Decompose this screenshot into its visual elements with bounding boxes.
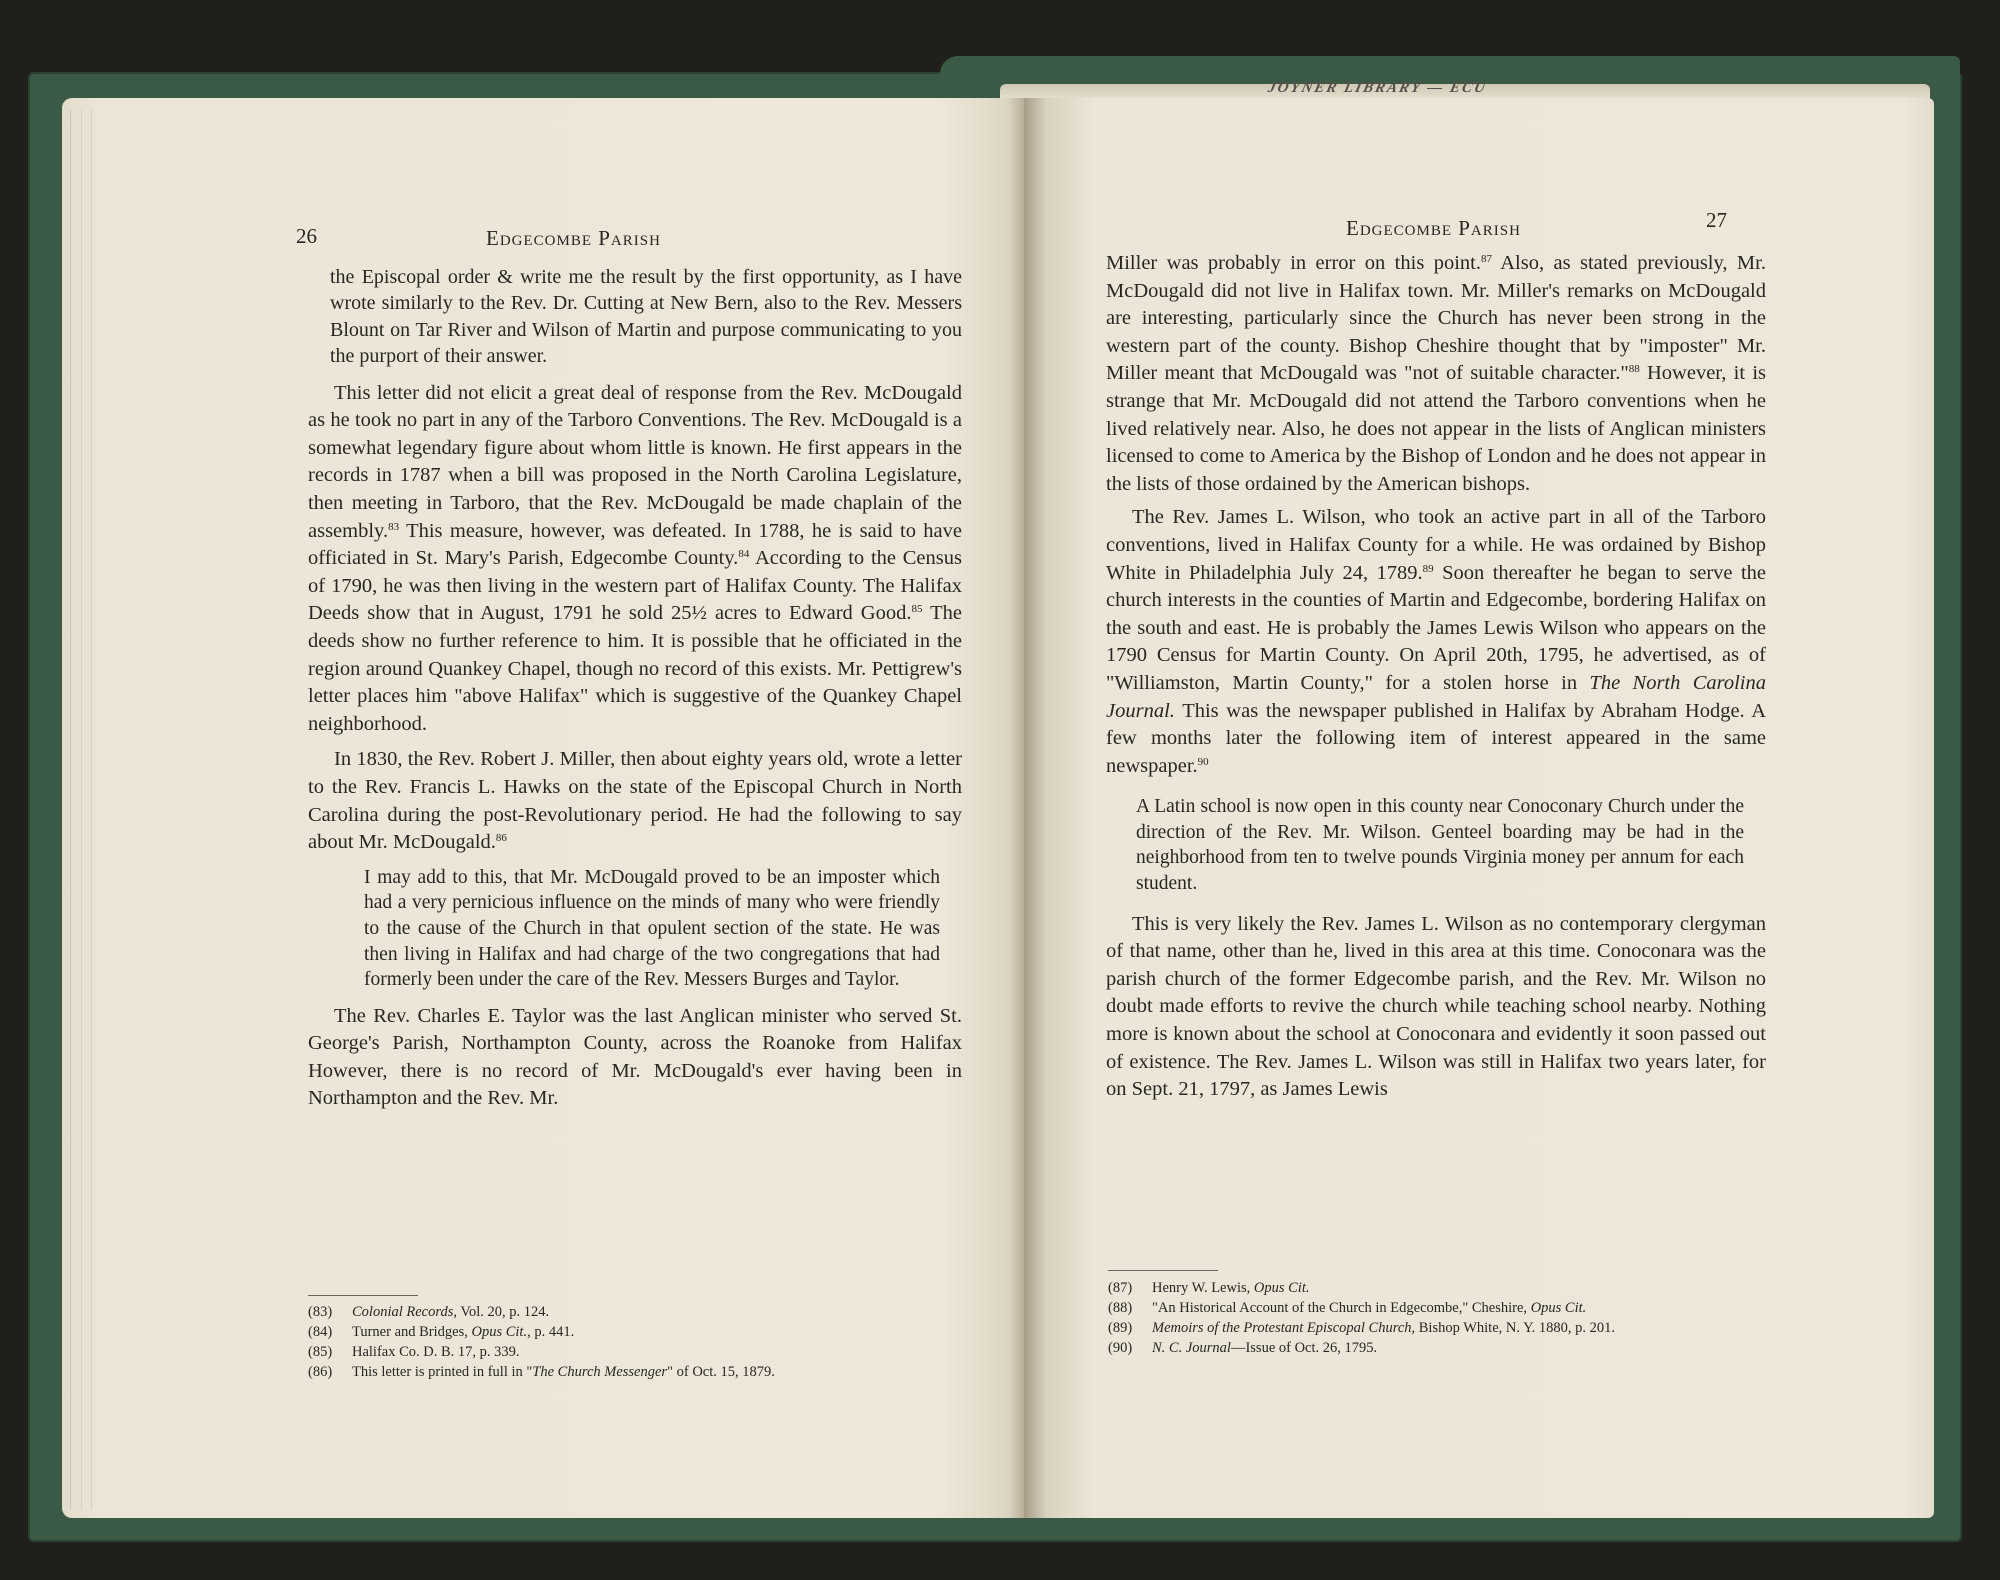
- running-header-left: Edgecombe Parish: [486, 226, 661, 250]
- block-quote: I may add to this, that Mr. McDougald proved to be an imposter which had a very pernicious influence on the minds of many who were friendly to the cause of the Church in that opulent section of the state. He was then living in Halifax and had charge of the two congregations that had formerly been under the care of the Rev. Messers Burges and Taylor.: [364, 866, 940, 991]
- footnotes-right: [1108, 1278, 1772, 1358]
- footnote-rule: [308, 1295, 418, 1296]
- footnote-ref: 90: [1197, 755, 1209, 768]
- footnote-ref: 89: [1422, 562, 1434, 575]
- left-body: [308, 264, 962, 1113]
- page-number-left: 26: [296, 224, 317, 248]
- footnote-ref: 83: [388, 520, 400, 533]
- footnote-ref: 85: [911, 603, 923, 616]
- paragraph: The Rev. Charles E. Taylor was the last Anglican minister who served St. George's Parish, Northampton County, across the Roanoke from Halifax However, there is no record of Mr. McDougald's ever having been in Northampton and the Rev. Mr.: [308, 1004, 962, 1110]
- footnote: (89) Memoirs of the Protestant Episcopal Church, Bishop White, N. Y. 1880, p. 201.: [1108, 1320, 1616, 1336]
- footnote: (86) This letter is printed in full in "The Church Messenger" of Oct. 15, 1879.: [308, 1364, 775, 1380]
- paragraph: Miller was probably in error on this point.$^{87}$ Also, as stated previously, Mr. McDougald did not live in Halifax town. Mr. Miller's remarks on McDougald are interesting, particularly since the Church has never been strong in the western part of the county. Bishop Cheshire thought that by "imposter" Mr. Miller meant that McDougald was "not of suitable character."$^{88}$ However, it is strange that Mr. McDougald did not attend the Tarboro conventions when he lived relatively near. Also, he does not appear in the lists of Anglican ministers licensed to come to America by the Bishop of London and he does not appear in the lists of those ordained by the American bishops.: [1106, 252, 1766, 495]
- paragraph: In 1830, the Rev. Robert J. Miller, then about eighty years old, wrote a letter to the Rev. Francis L. Hawks on the state of the Episcopal Church in North Carolina during the post-Revolutionary period. He had the following to say about Mr. McDougald.$^{86}$: [308, 748, 962, 854]
- footnote: (88) "An Historical Account of the Church in Edgecombe," Cheshire, Opus Cit.: [1108, 1300, 1587, 1316]
- footnote: (83) Colonial Records, Vol. 20, p. 124.: [308, 1304, 550, 1320]
- quote-continuation: the Episcopal order & write me the result by the first opportunity, as I have wrote similarly to the Rev. Dr. Cutting at New Bern, also to the Rev. Messers Blount on Tar River and Wilson of Martin and purpose communicating to you the purport of their answer.: [330, 266, 962, 368]
- footnote-rule: [1108, 1270, 1218, 1271]
- footnote-ref: 84: [738, 548, 750, 561]
- library-stamp: JOYNER LIBRARY — ECU: [1266, 80, 1489, 96]
- block-quote: A Latin school is now open in this county near Conoconary Church under the direction of the Rev. Mr. Wilson. Genteel boarding may be had in the neighborhood from ten to twelve pounds Virginia money per annum for each student.: [1136, 796, 1744, 895]
- footnotes-left: [308, 1302, 964, 1382]
- paragraph: The Rev. James L. Wilson, who took an active part in all of the Tarboro conventions, lived in Halifax County for a while. He was ordained by Bishop White in Philadelphia July 24, 1789.89 Soon thereafter he began to serve the church interests in the counties of Martin and Edgecombe, bordering Halifax on the south and east. He is probably the James Lewis Wilson who appears on the 1790 Census for Martin County. On April 20th, 1795, he advertised, as of "Williamston, Martin County," for a stolen horse in The North Carolina Journal. This was the newspaper published in Halifax by Abraham Hodge. A few months later the following item of interest appeared in the same newspaper.$^{90}$: [1106, 506, 1766, 777]
- footnote: (84) Turner and Bridges, Opus Cit., p. 441.: [308, 1324, 575, 1340]
- footnote: (85) Halifax Co. D. B. 17, p. 339.: [308, 1344, 520, 1360]
- paragraph: This letter did not elicit a great deal of response from the Rev. McDougald as he took no part in any of the Tarboro Conventions. The Rev. McDougald is a somewhat legendary figure about whom little is known. He first appears in the records in 1787 when a bill was proposed in the North Carolina Legislature, then meeting in Tarboro, that the Rev. McDougald be made chaplain of the assembly.$^{83}$ This measure, however, was defeated. In 1788, he is said to have officiated in St. Mary's Parish, Edgecombe County.$^{84}$ According to the Census of 1790, he was then living in the western part of Halifax County. The Halifax Deeds show that in August, 1791 he sold 25½ acres to Edward Good.$^{85}$ The deeds show no further reference to him. It is possible that he officiated in the region around Quankey Chapel, though no record of this exists. Mr. Pettigrew's letter places him "above Halifax" which is suggestive of the Quankey Chapel neighborhood.: [308, 381, 962, 735]
- running-header-right: Edgecombe Parish: [1346, 216, 1521, 240]
- page-edges: [70, 110, 111, 1510]
- page-number-right: 27: [1706, 208, 1727, 232]
- paragraph: This is very likely the Rev. James L. Wilson as no contemporary clergyman of that name, other than he, lived in this area at this time. Conoconara was the parish church of the former Edgecombe parish, and the Rev. Mr. Wilson no doubt made efforts to revive the church while teaching school nearby. Nothing more is known about the school at Conoconara and evidently it soon passed out of existence. The Rev. James L. Wilson was still in Halifax two years later, for on Sept. 21, 1797, as James Lewis: [1106, 912, 1766, 1101]
- right-body: [1106, 250, 1766, 1104]
- footnote-ref: 88: [1628, 363, 1640, 376]
- footnote-ref: 87: [1480, 253, 1492, 265]
- footnote-ref: 86: [495, 832, 507, 845]
- footnote: (87) Henry W. Lewis, Opus Cit.: [1108, 1280, 1310, 1296]
- footnote: (90) N. C. Journal—Issue of Oct. 26, 1795.: [1108, 1340, 1378, 1356]
